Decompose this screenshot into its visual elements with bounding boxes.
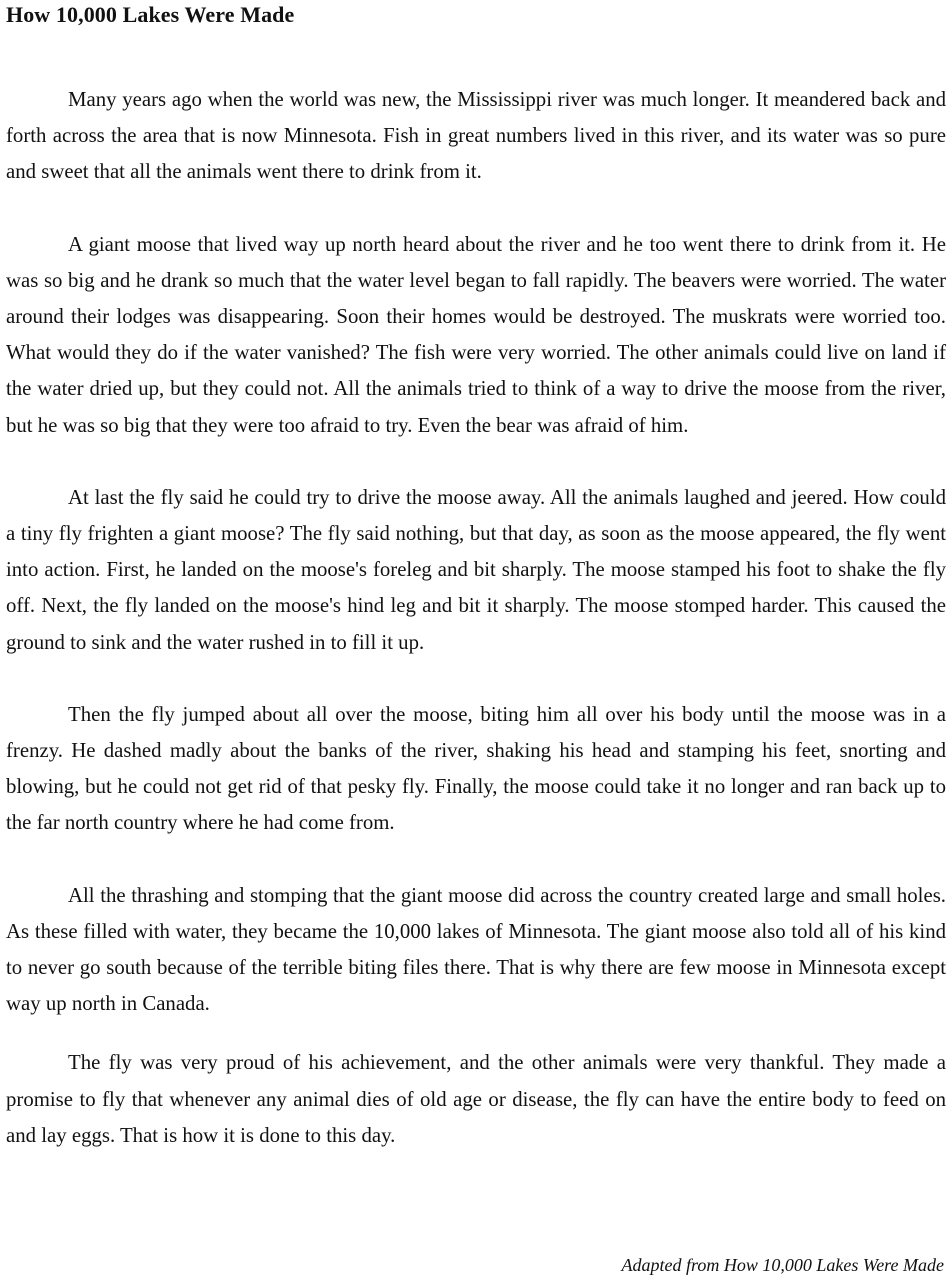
- story-title: How 10,000 Lakes Were Made: [6, 2, 295, 27]
- source-credit: Adapted from How 10,000 Lakes Were Made: [621, 1255, 944, 1275]
- paragraph-2: A giant moose that lived way up north heard about the river and he too went there to drink from it. He was so big and he drank so much that the water level began to fall rapidly. The beavers were worried. The water around their lodges was disappearing. Soon their homes would be destroyed. The muskrats were worried too. What would they do if the water vanished? The fish were very worried. The other animals could live on land if the water dried up, but they could not. All the animals tried to think of a way to drive the moose from the river, but he was so big that they were too afraid to try. Even the bear was afraid of him.: [6, 232, 946, 437]
- paragraph-1: Many years ago when the world was new, the Mississippi river was much longer. It meandered back and forth across the area that is now Minnesota. Fish in great numbers lived in this river, and its water was so pure and sweet that all the animals went there to drink from it.: [6, 88, 946, 184]
- story-body: [6, 82, 946, 1154]
- paragraph-5: All the thrashing and stomping that the giant moose did across the country created large and small holes. As these filled with water, they became the 10,000 lakes of Minnesota. The giant moose also told all of his kind to never go south because of the terrible biting files there. That is why there are few moose in Minnesota except way up north in Canada.: [6, 883, 946, 1016]
- paragraph-4: Then the fly jumped about all over the moose, biting him all over his body until the moose was in a frenzy. He dashed madly about the banks of the river, shaking his head and stamping his feet, snorting and blowing, but he could not get rid of that pesky fly. Finally, the moose could take it no longer and ran back up to the far north country where he had come from.: [6, 702, 946, 835]
- paragraph-3: At last the fly said he could try to drive the moose away. All the animals laughed and jeered. How could a tiny fly frighten a giant moose? The fly said nothing, but that day, as soon as the moose appeared, the fly went into action. First, he landed on the moose's foreleg and bit sharply. The moose stamped his foot to shake the fly off. Next, the fly landed on the moose's hind leg and bit it sharply. The moose stomped harder. This caused the ground to sink and the water rushed in to fill it up.: [6, 485, 946, 654]
- document-page: [6, 0, 946, 1154]
- paragraph-6: The fly was very proud of his achievement, and the other animals were very thankful. They made a promise to fly that whenever any animal dies of old age or disease, the fly can have the entire body to feed on and lay eggs. That is how it is done to this day.: [6, 1051, 946, 1147]
